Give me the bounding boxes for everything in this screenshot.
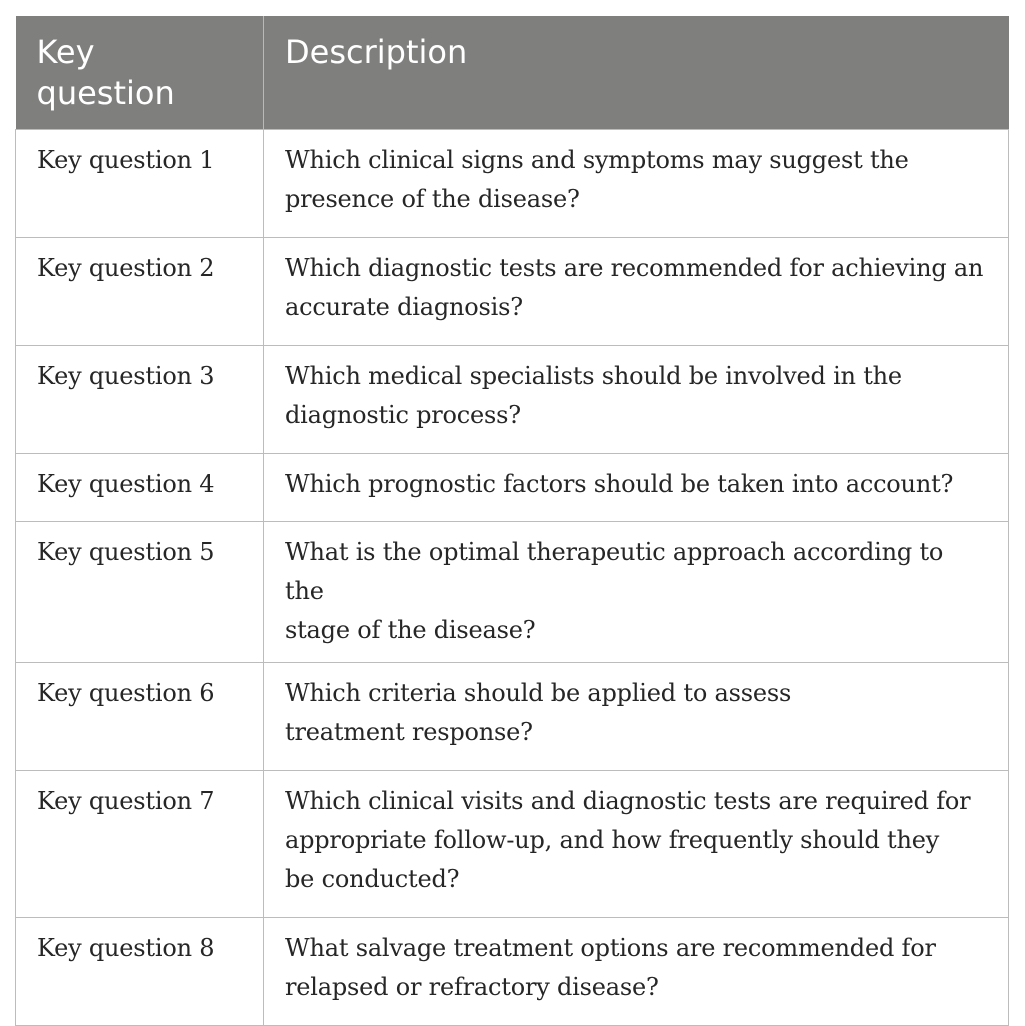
- key-question-cell: Key question 2: [16, 238, 264, 346]
- table-row: [16, 130, 1009, 238]
- table-row: [16, 771, 1009, 918]
- table-row: [16, 454, 1009, 522]
- description-cell: What is the optimal therapeutic approach according to the stage of the disease?: [264, 522, 1009, 663]
- key-questions-table: [15, 16, 1009, 1026]
- key-question-cell: Key question 4: [16, 454, 264, 522]
- table-row: [16, 522, 1009, 663]
- key-question-cell: Key question 8: [16, 918, 264, 1026]
- table-row: [16, 663, 1009, 771]
- description-cell: Which diagnostic tests are recommended for achieving an accurate diagnosis?: [264, 238, 1009, 346]
- description-cell: What salvage treatment options are recommended for relapsed or refractory disease?: [264, 918, 1009, 1026]
- description-cell: Which clinical signs and symptoms may suggest the presence of the disease?: [264, 130, 1009, 238]
- column-header-key-question: Key question: [16, 16, 264, 130]
- key-question-cell: Key question 6: [16, 663, 264, 771]
- description-cell: Which clinical visits and diagnostic tests are required for appropriate follow-up, and how frequently should they be conducted?: [264, 771, 1009, 918]
- key-questions-table-container: [15, 16, 1008, 1026]
- column-header-description: Description: [264, 16, 1009, 130]
- description-cell: Which prognostic factors should be taken into account?: [264, 454, 1009, 522]
- table-row: [16, 918, 1009, 1026]
- key-question-cell: Key question 5: [16, 522, 264, 663]
- table-row: [16, 238, 1009, 346]
- table-header-row: [16, 16, 1009, 130]
- description-cell: Which criteria should be applied to assess treatment response?: [264, 663, 1009, 771]
- key-question-cell: Key question 1: [16, 130, 264, 238]
- description-cell: Which medical specialists should be involved in the diagnostic process?: [264, 346, 1009, 454]
- key-question-cell: Key question 7: [16, 771, 264, 918]
- key-question-cell: Key question 3: [16, 346, 264, 454]
- table-row: [16, 346, 1009, 454]
